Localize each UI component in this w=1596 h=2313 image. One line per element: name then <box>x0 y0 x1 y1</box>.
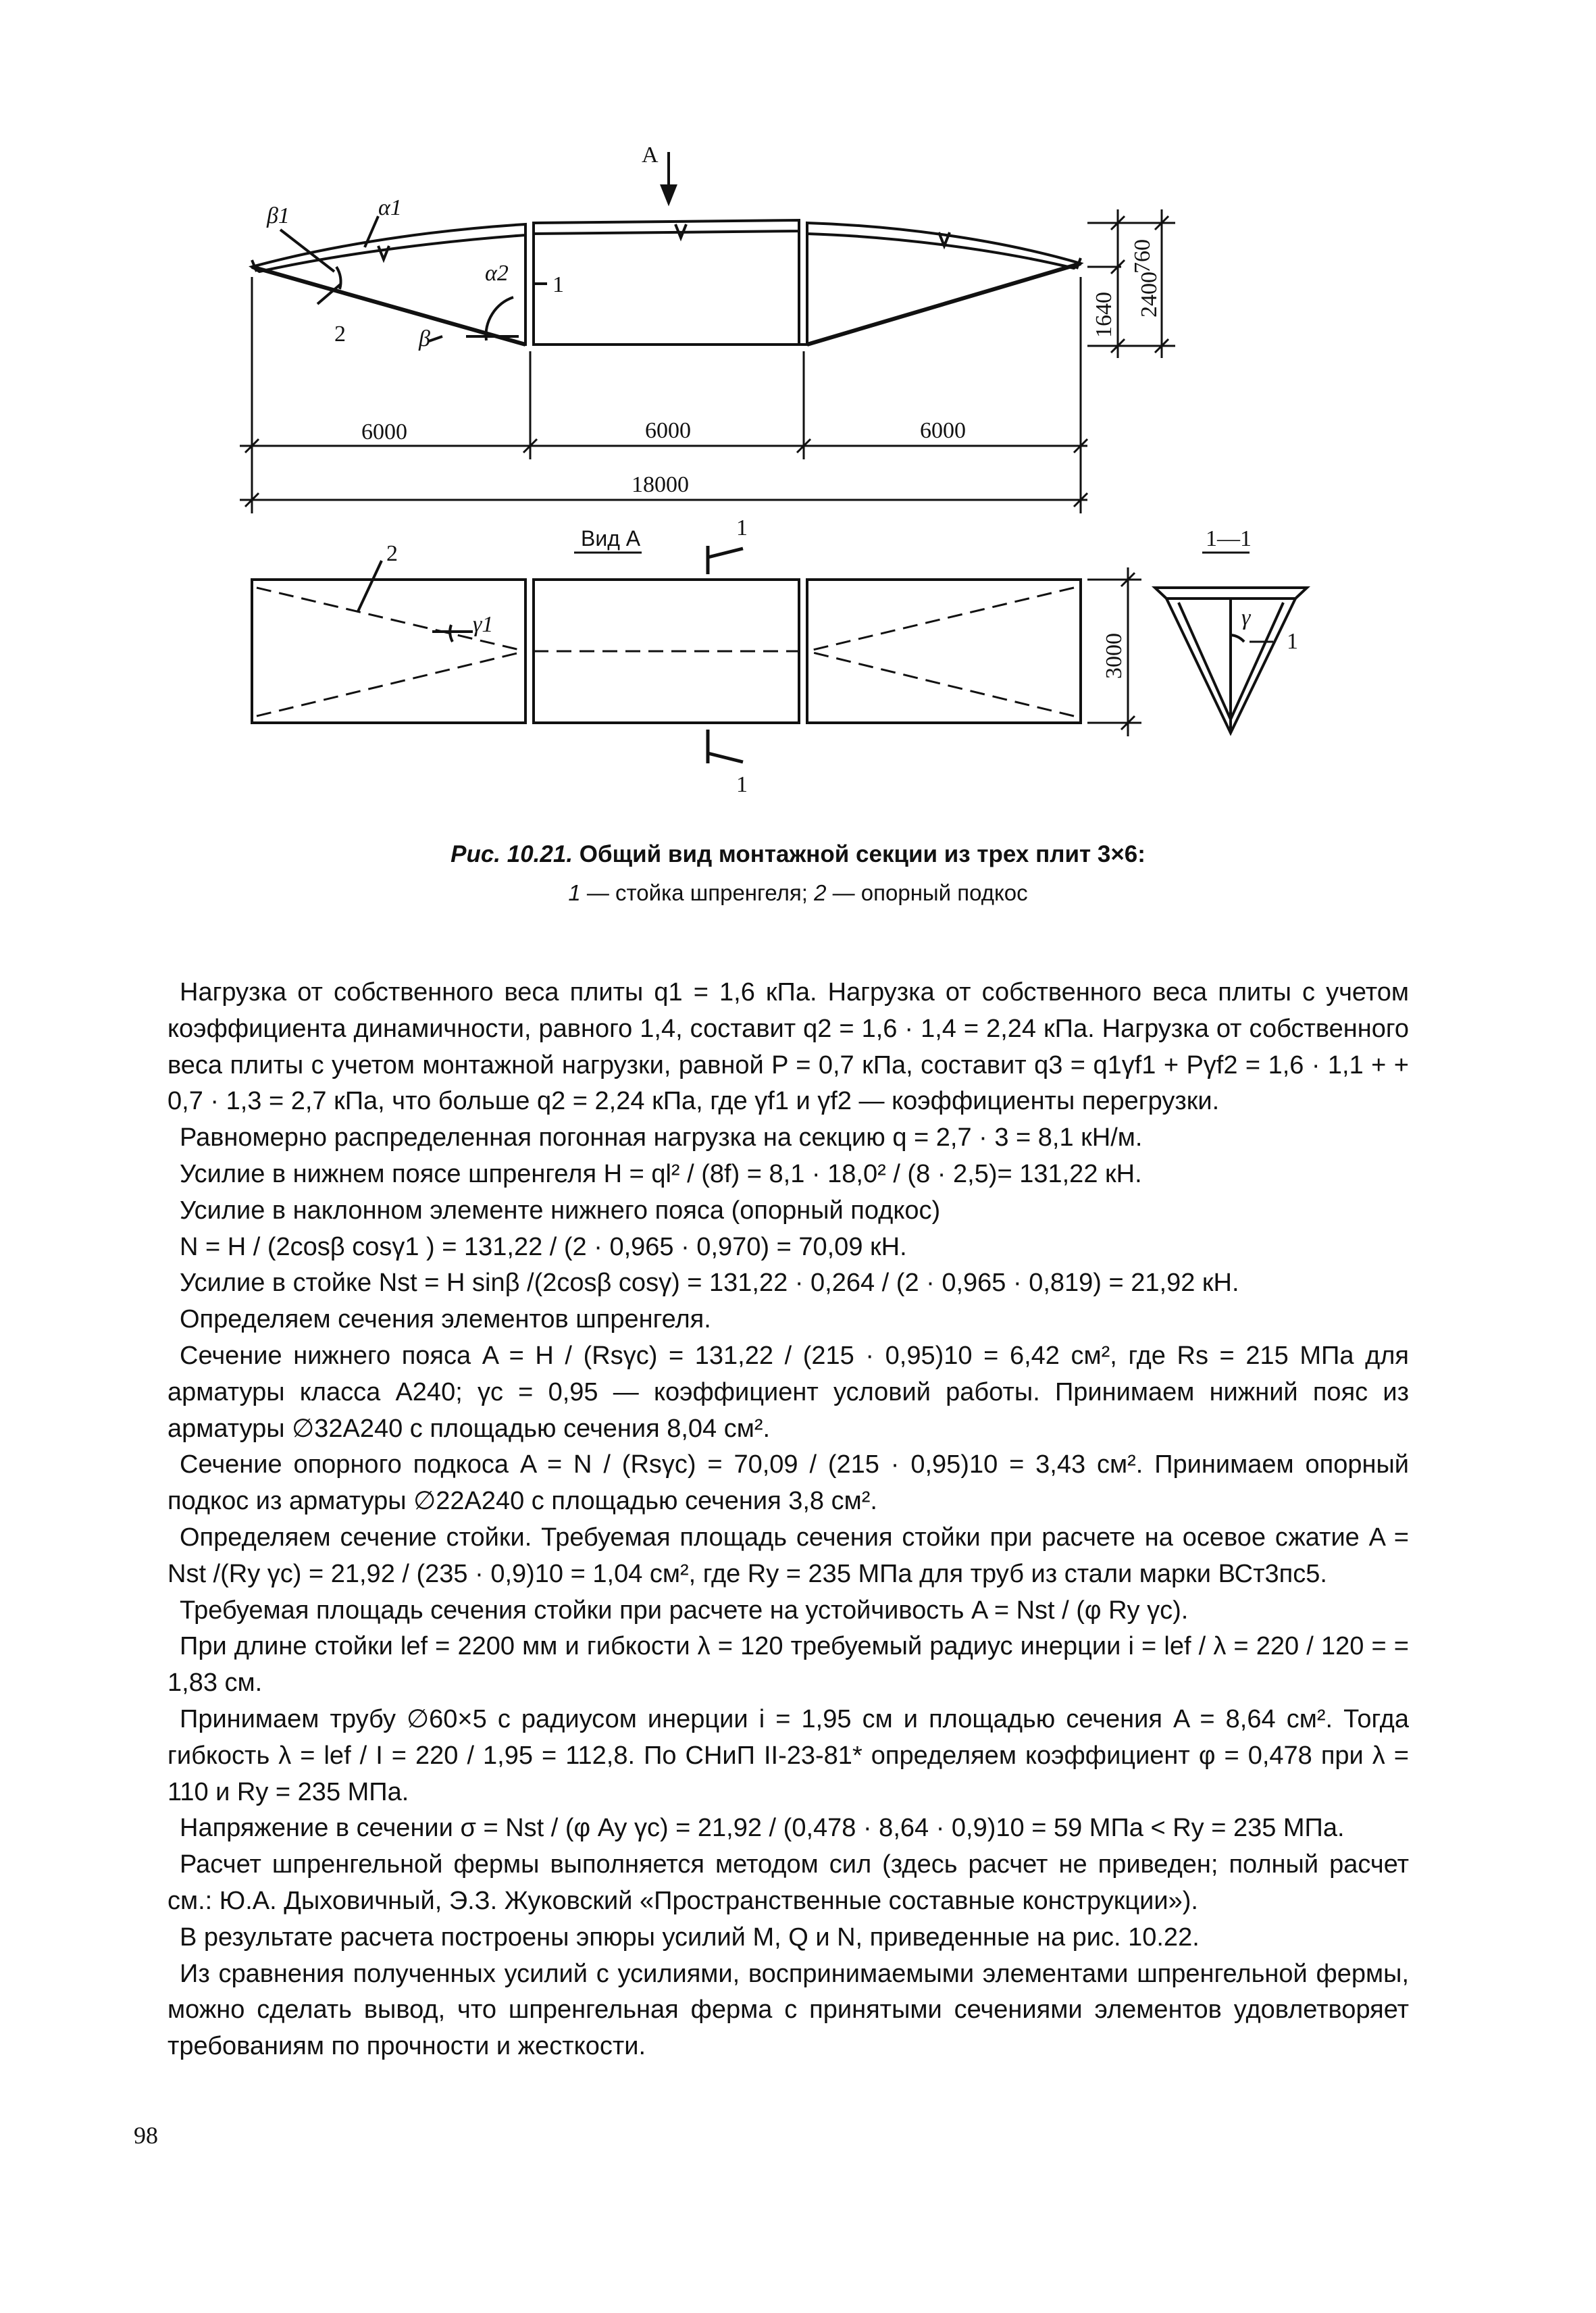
legend-2-text: — опорный подкос <box>826 880 1028 905</box>
alpha1-label: α1 <box>378 195 402 220</box>
label-1-section-top: 1 <box>736 515 748 540</box>
dim-760: 760 <box>1130 239 1155 274</box>
dim-2400: 2400 <box>1137 272 1162 317</box>
dim-6000-b: 6000 <box>645 418 691 443</box>
legend-2-number: 2 <box>814 880 827 905</box>
label-1-section: 1 <box>1287 629 1298 654</box>
label-2-plan: 2 <box>386 541 398 566</box>
dim-3000: 3000 <box>1102 633 1127 679</box>
dim-18000: 18000 <box>632 472 689 497</box>
figure-number: Рис. 10.21. <box>451 841 573 867</box>
paragraph: Усилие в стойке Nst = H sinβ /(2cosβ cosγ) = 131,22 · 0,264 / (2 · 0,965 · 0,819) = 21,92 кН. <box>180 1269 1239 1298</box>
paragraph: Сечение нижнего пояса A = H / (Rsγc) = 131,22 / (215 · 0,95)10 = 6,42 см², где Rs = 215 МПа для арматуры класса А240; γc = 0,95 — коэффициент условий работы. Принимаем нижний пояс из арматуры ∅32А240 с площадью сечения 8,04 см². <box>168 1341 1409 1443</box>
beta1-label: β1 <box>267 203 290 228</box>
body-text <box>168 975 1409 2065</box>
figure-caption <box>0 841 1596 868</box>
gamma-label: γ <box>1241 605 1251 630</box>
paragraph: Определяем сечение стойки. Требуемая площадь сечения стойки при расчете на осевое сжатие A = Nst /(Ry γc) = 21,92 / (235 · 0,9)10 = 1,04 см², где Ry = 235 МПа для труб из стали марки ВСт3пс5. <box>168 1523 1409 1588</box>
alpha2-label: α2 <box>485 261 509 286</box>
paragraph: Из сравнения полученных усилий с усилиями, воспринимаемыми элементами шпренгельной фермы, можно сделать вывод, что шпренгельная ферма с принятыми сечениями элементов удовлетворяет требованиям по прочности и жесткости. <box>168 1959 1409 2061</box>
legend-1-text: — стойка шпренгеля; <box>580 880 815 905</box>
paragraph: В результате расчета построены эпюры усилий M, Q и N, приведенные на рис. 10.22. <box>180 1923 1200 1952</box>
paragraph: Расчет шпренгельной фермы выполняется методом сил (здесь расчет не приведен; полный расчет см.: Ю.А. Дыховичный, Э.З. Жуковский «Пространственные составные конструкции»). <box>168 1850 1409 1915</box>
dim-6000-c: 6000 <box>920 418 966 443</box>
paragraph: Требуемая площадь сечения стойки при расчете на устойчивость A = Nst / (φ Ry γc). <box>180 1596 1189 1625</box>
paragraph: Усилие в наклонном элементе нижнего пояса (опорный подкос) <box>180 1196 941 1225</box>
label-2-elevation: 2 <box>334 322 346 347</box>
paragraph: Сечение опорного подкоса A = N / (Rsγc) = 70,09 / (215 · 0,95)10 = 3,43 см². Принимаем опорный подкос из арматуры ∅22А240 с площадью сечения 3,8 см². <box>168 1450 1409 1516</box>
legend-1-number: 1 <box>568 880 581 905</box>
view-a-arrow-label: A <box>642 143 659 168</box>
dim-1640: 1640 <box>1091 292 1116 338</box>
section-title: 1—1 <box>1206 526 1252 551</box>
label-1-section-bottom: 1 <box>736 772 748 797</box>
paragraph: N = H / (2cosβ cosγ1 ) = 131,22 / (2 · 0,965 · 0,970) = 70,09 кН. <box>180 1232 907 1261</box>
plate-middle <box>534 220 799 234</box>
paragraph: При длине стойки lef = 2200 мм и гибкости λ = 120 требуемый радиус инерции i = lef / λ = 220 / 120 = = 1,83 см. <box>168 1632 1409 1698</box>
paragraph: Принимаем трубу ∅60×5 с радиусом инерции i = 1,95 см и площадью сечения A = 8,64 см². Тогда гибкость λ = lef / I = 220 / 1,95 = 112,8. По СНиП II-23-81* определяем коэффициент φ = 0,478 при λ = 110 и Ry = 235 МПа. <box>168 1704 1409 1806</box>
paragraph: Напряжение в сечении σ = Nst / (φ Ay γc) = 21,92 / (0,478 · 8,64 · 0,9)10 = 59 МПа < Ry = 235 МПа. <box>180 1814 1345 1843</box>
gamma1-label: γ1 <box>473 612 494 637</box>
paragraph: Усилие в нижнем поясе шпренгеля H = ql² / (8f) = 8,1 · 18,0² / (8 · 2,5)= 131,22 кН. <box>180 1159 1142 1188</box>
figure-10-21 <box>0 0 1596 838</box>
figure-legend <box>0 880 1596 906</box>
page-number: 98 <box>134 2122 158 2149</box>
paragraph: Равномерно распределенная погонная нагрузка на секцию q = 2,7 · 3 = 8,1 кН/м. <box>180 1123 1143 1152</box>
dim-6000-a: 6000 <box>361 420 407 444</box>
figure-title: Общий вид монтажной секции из трех плит 3×6: <box>579 841 1145 867</box>
paragraph: Нагрузка от собственного веса плиты q1 = 1,6 кПа. Нагрузка от собственного веса плиты с учетом коэффициента динамичности, равного 1,4, составит q2 = 1,6 · 1,4 = 2,24 кПа. Нагрузка от собственного веса плиты с учетом монтажной нагрузки, равной P = 0,7 кПа, составит q3 = q1γf1 + Pγf2 = 1,6 · 1,1 + + 0,7 · 1,3 = 2,7 кПа, что больше q2 = 2,24 кПа, где γf1 и γf2 — коэффициенты перегрузки. <box>168 978 1410 1116</box>
beta-label: β <box>419 326 430 351</box>
paragraph: Определяем сечения элементов шпренгеля. <box>180 1305 711 1334</box>
view-a-title: Вид А <box>581 526 641 551</box>
strut-right <box>807 263 1081 345</box>
label-1-elevation: 1 <box>552 272 564 297</box>
